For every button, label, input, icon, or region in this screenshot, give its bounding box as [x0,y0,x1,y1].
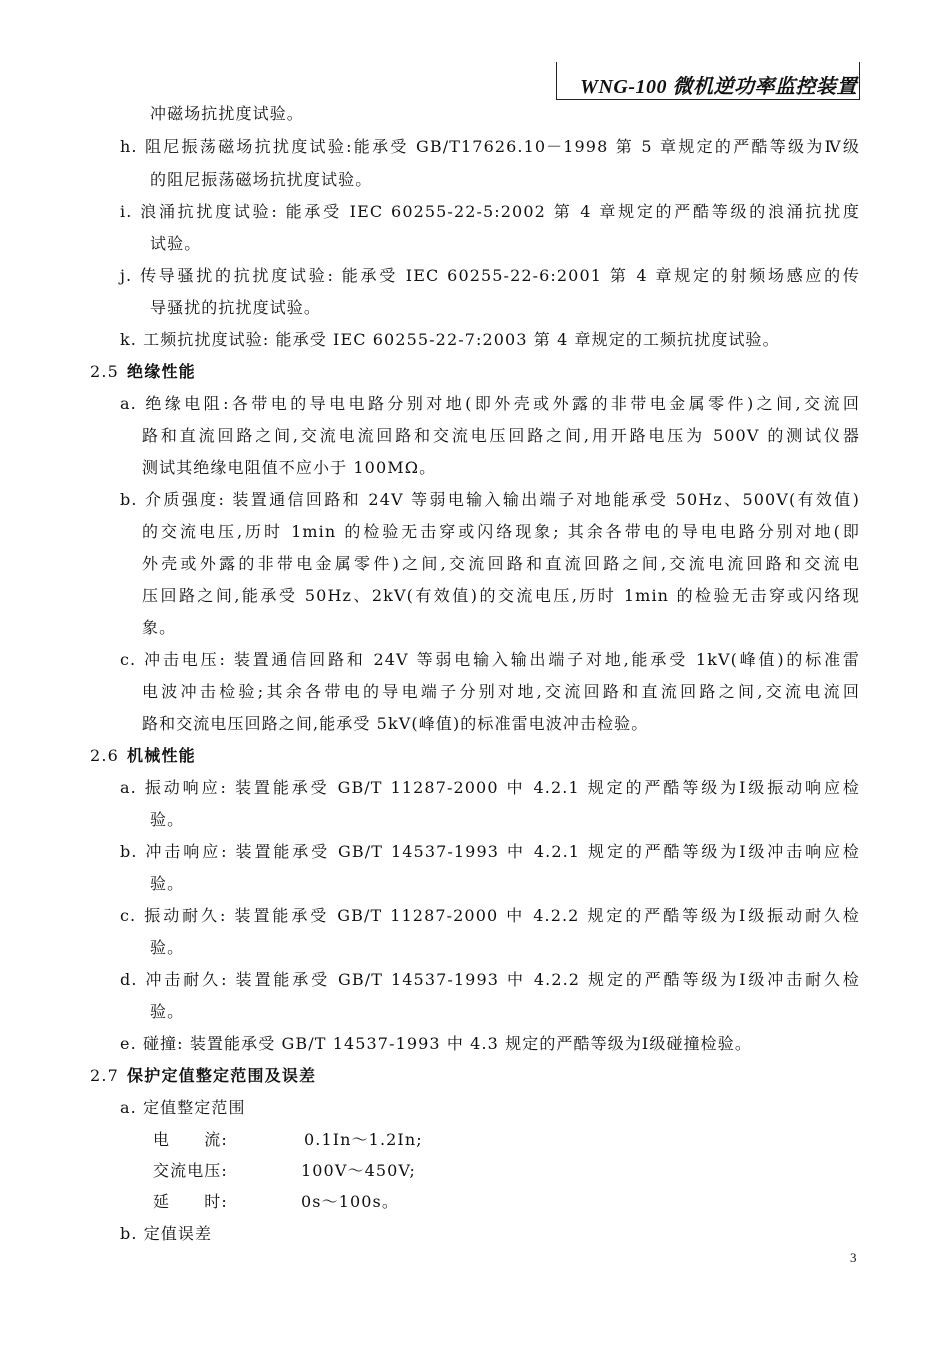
param-value: 0s～100s。 [301,1192,399,1211]
list-item-a: a. 定值整定范围 [120,1098,246,1117]
section-number: 2.5 [90,362,120,381]
text-line: 测试其绝缘电阻值不应小于 100MΩ。 [142,458,437,477]
section-title: 保护定值整定范围及误差 [127,1066,317,1085]
list-item-a: a. 绝缘电阻:各带电的导电电路分别对地(即外壳或外露的非带电金属零件)之间,交流回 [120,394,860,413]
list-item-j: j. 传导骚扰的抗扰度试验: 能承受 IEC 60255-22-6:2001 第 4 章规定的射频场感应的传 [120,266,860,285]
text-line: 路和交流电压回路之间,能承受 5kV(峰值)的标准雷电波冲击检验。 [142,714,649,733]
text-line: 象。 [142,618,177,637]
list-item-e: e. 碰撞: 装置能承受 GB/T 14537-1993 中 4.3 规定的严酷等级为Ⅰ级碰撞检验。 [120,1034,752,1053]
section-title: 绝缘性能 [127,362,196,381]
text-line: 试验。 [150,234,202,253]
page-header [556,62,860,100]
text-line: 路和直流回路之间,交流电流回路和交流电压回路之间,用开路电压为 500V 的测试仪器 [142,426,860,445]
text-line: 验。 [150,938,185,957]
section-heading-2-6 [90,745,196,767]
list-item-h: h. 阻尼振荡磁场抗扰度试验:能承受 GB/T17626.10－1998 第 5 章规定的严酷等级为Ⅳ级 [120,137,860,156]
text-line: 验。 [150,874,185,893]
text-line: 压回路之间,能承受 50Hz、2kV(有效值)的交流电压,历时 1min 的检验无击穿或闪络现 [142,586,860,605]
page-number: 3 [850,1250,857,1265]
list-item-c: c. 冲击电压: 装置通信回路和 24V 等弱电输入输出端子对地,能承受 1kV(峰值)的标准雷 [120,650,860,669]
text-line: 验。 [150,1002,185,1021]
header-title: WNG-100 微机逆功率监控装置 [580,76,857,98]
param-name: 电 流: [153,1130,228,1149]
param-value: 100V～450V; [301,1161,416,1180]
param-value: 0.1In～1.2In; [304,1130,423,1149]
section-heading-2-5 [90,361,196,383]
list-item-b: b. 冲击响应: 装置能承受 GB/T 14537-1993 中 4.2.1 规定的严酷等级为Ⅰ级冲击响应检 [120,842,860,861]
text-line: 导骚扰的抗扰度试验。 [150,298,322,317]
text-line: 验。 [150,810,185,829]
section-title: 机械性能 [127,746,196,765]
text-line: 的交流电压,历时 1min 的检验无击穿或闪络现象; 其余各带电的导电电路分别对地(即 [142,522,860,541]
section-heading-2-7 [90,1065,316,1087]
param-row [0,1160,950,1182]
section-number: 2.7 [90,1066,120,1085]
list-item-k: k. 工频抗扰度试验: 能承受 IEC 60255-22-7:2003 第 4 章规定的工频抗扰度试验。 [120,330,780,349]
text-line: 电波冲击检验;其余各带电的导电端子分别对地,交流回路和直流回路之间,交流电流回 [142,682,860,701]
list-item-i: i. 浪涌抗扰度试验: 能承受 IEC 60255-22-5:2002 第 4 章规定的严酷等级的浪涌抗扰度 [120,202,860,221]
section-number: 2.6 [90,746,120,765]
param-row [0,1129,950,1151]
list-item-d: d. 冲击耐久: 装置能承受 GB/T 14537-1993 中 4.2.2 规定的严酷等级为Ⅰ级冲击耐久检 [120,970,860,989]
list-item-c: c. 振动耐久: 装置能承受 GB/T 11287-2000 中 4.2.2 规定的严酷等级为Ⅰ级振动耐久检 [120,906,860,925]
text-line: 外壳或外露的非带电金属零件)之间,交流回路和直流回路之间,交流电流回路和交流电 [142,554,860,573]
list-item-a: a. 振动响应: 装置能承受 GB/T 11287-2000 中 4.2.1 规定的严酷等级为Ⅰ级振动响应检 [120,778,860,797]
list-item-b: b. 定值误差 [120,1224,213,1243]
text-line: 冲磁场抗扰度试验。 [150,104,304,123]
list-item-b: b. 介质强度: 装置通信回路和 24V 等弱电输入输出端子对地能承受 50Hz、500V(有效值) [120,490,860,509]
param-name: 延 时: [153,1192,228,1211]
param-row [0,1191,950,1213]
param-name: 交流电压: [153,1161,228,1180]
text-line: 的阻尼振荡磁场抗扰度试验。 [150,170,373,189]
